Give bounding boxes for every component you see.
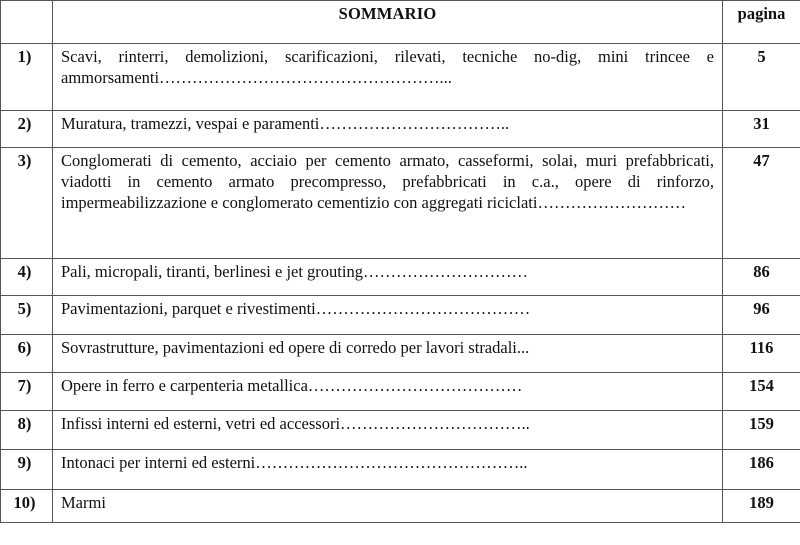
entry-page: 86 bbox=[723, 259, 800, 296]
entry-page: 154 bbox=[723, 373, 800, 411]
entry-title: Marmi bbox=[53, 490, 723, 523]
toc-row bbox=[1, 490, 800, 523]
toc-row bbox=[1, 373, 800, 411]
toc-number-header bbox=[1, 1, 53, 44]
entry-number: 8) bbox=[1, 411, 53, 450]
entry-number: 6) bbox=[1, 335, 53, 373]
entry-number: 1) bbox=[1, 44, 53, 111]
toc-row bbox=[1, 111, 800, 148]
entry-title: Muratura, tramezzi, vespai e paramenti…………………………….. bbox=[53, 111, 723, 148]
entry-page: 96 bbox=[723, 296, 800, 335]
entry-page: 5 bbox=[723, 44, 800, 111]
toc-row bbox=[1, 44, 800, 111]
toc-page-header: pagina bbox=[723, 1, 800, 44]
entry-title: Pali, micropali, tiranti, berlinesi e jet grouting………………………… bbox=[53, 259, 723, 296]
entry-page: 116 bbox=[723, 335, 800, 373]
entry-title: Infissi interni ed esterni, vetri ed accessori…………………………….. bbox=[53, 411, 723, 450]
entry-page: 159 bbox=[723, 411, 800, 450]
entry-page: 186 bbox=[723, 450, 800, 490]
entry-title: Opere in ferro e carpenteria metallica………………………………… bbox=[53, 373, 723, 411]
entry-number: 4) bbox=[1, 259, 53, 296]
entry-page: 31 bbox=[723, 111, 800, 148]
toc-row bbox=[1, 411, 800, 450]
toc-title-header: SOMMARIO bbox=[53, 1, 723, 44]
entry-number: 7) bbox=[1, 373, 53, 411]
entry-title: Sovrastrutture, pavimentazioni ed opere di corredo per lavori stradali... bbox=[53, 335, 723, 373]
entry-title: Pavimentazioni, parquet e rivestimenti………………………………… bbox=[53, 296, 723, 335]
entry-page: 189 bbox=[723, 490, 800, 523]
toc-row bbox=[1, 296, 800, 335]
entry-title: Intonaci per interni ed esterni………………………………………….. bbox=[53, 450, 723, 490]
entry-title: Scavi, rinterri, demolizioni, scarificazioni, rilevati, tecniche no-dig, mini trincee e ammorsamenti……………………………………………... bbox=[53, 44, 723, 111]
toc-row bbox=[1, 335, 800, 373]
entry-number: 2) bbox=[1, 111, 53, 148]
toc-row bbox=[1, 259, 800, 296]
toc-row bbox=[1, 450, 800, 490]
entry-page: 47 bbox=[723, 148, 800, 259]
entry-number: 9) bbox=[1, 450, 53, 490]
toc-header-row bbox=[1, 1, 800, 44]
entry-title: Conglomerati di cemento, acciaio per cemento armato, casseformi, solai, muri prefabbricati, viadotti in cemento armato precompresso, prefabbricati in c.a., opere di rinforzo, impermeabilizzazione e conglomerato cementizio con aggregati riciclati……………………… bbox=[53, 148, 723, 259]
entry-number: 3) bbox=[1, 148, 53, 259]
entry-number: 10) bbox=[1, 490, 53, 523]
entry-number: 5) bbox=[1, 296, 53, 335]
toc-row bbox=[1, 148, 800, 259]
